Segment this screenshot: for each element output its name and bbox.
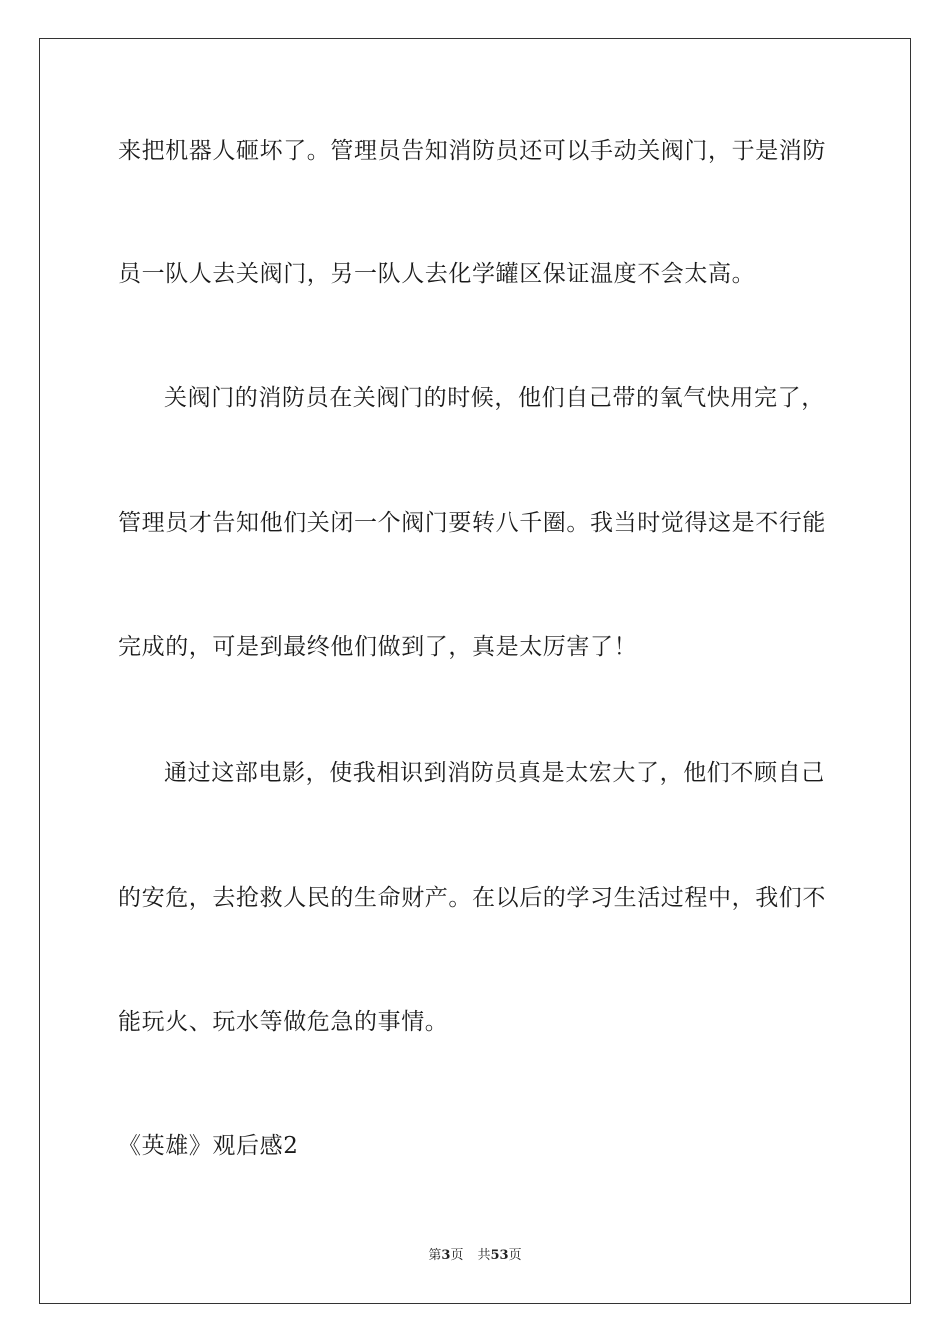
page-border <box>39 38 911 1304</box>
page-footer <box>0 1247 950 1265</box>
body-line-5: 完成的，可是到最终他们做到了，真是太厉害了！ <box>118 634 638 660</box>
body-line-4: 管理员才告知他们关闭一个阀门要转八千圈。我当时觉得这是不行能 <box>118 510 826 536</box>
footer-total-suffix: 页 <box>508 1248 522 1263</box>
footer-total-pages: 53 <box>490 1248 509 1263</box>
body-line-6: 通过这部电影，使我相识到消防员真是太宏大了，他们不顾自己 <box>164 760 825 786</box>
footer-page-number: 3 <box>441 1248 451 1263</box>
body-line-7: 的安危，去抢救人民的生命财产。在以后的学习生活过程中，我们不 <box>118 885 826 911</box>
footer-total-prefix: 共 <box>477 1248 491 1263</box>
body-line-8: 能玩火、玩水等做危急的事情。 <box>118 1009 449 1035</box>
footer-page-prefix: 第 <box>428 1248 442 1263</box>
body-line-1: 来把机器人砸坏了。管理员告知消防员还可以手动关阀门，于是消防 <box>118 138 826 164</box>
footer-page-suffix: 页 <box>450 1248 464 1263</box>
body-line-2: 员一队人去关阀门，另一队人去化学罐区保证温度不会太高。 <box>118 261 756 287</box>
body-line-3: 关阀门的消防员在关阀门的时候，他们自己带的氧气快用完了， <box>164 385 825 411</box>
section-title: 《英雄》观后感2 <box>118 1133 299 1159</box>
